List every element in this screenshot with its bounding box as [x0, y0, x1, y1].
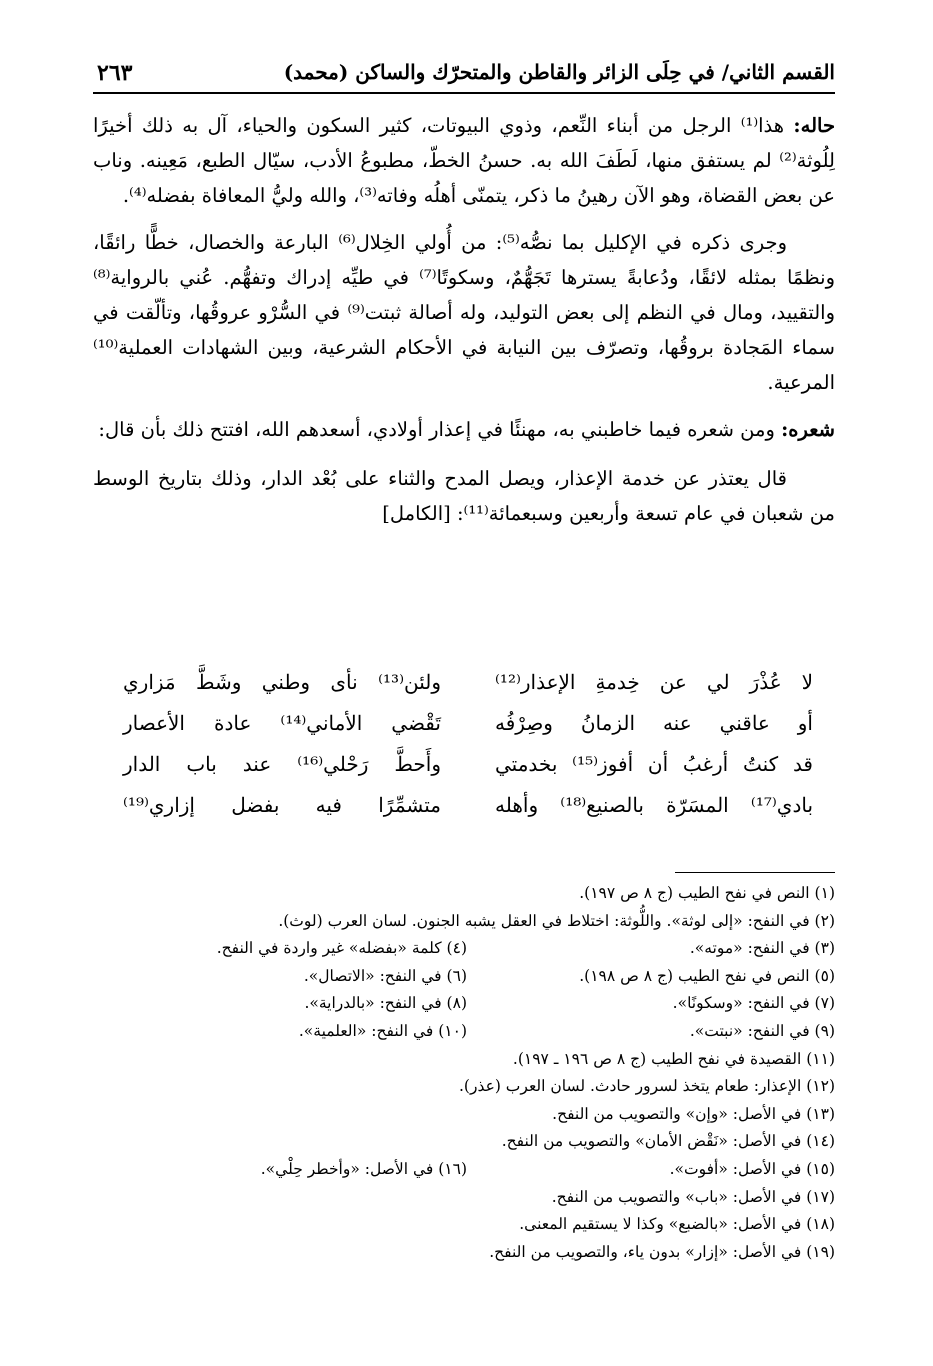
footnote [513, 1046, 835, 1074]
label-status: حاله: [793, 114, 836, 137]
footnote [670, 1156, 835, 1184]
verse-first-hemistich: قد كنتُ أرغبُ أن أفوز⁽¹⁵⁾ بخدمتي [495, 752, 813, 776]
footnote-text: في الأصل: «باب» والتصويب من النفح. [551, 1187, 802, 1206]
footnote-text: في الأصل: «نَقْض الأمان» والتصويب من النفح. [501, 1132, 802, 1151]
footnote [519, 1211, 835, 1239]
footnote-text: في النفح: «الاتصال». [303, 966, 442, 985]
footnote-number: (١) [814, 884, 835, 902]
paragraph-iklil: وجرى ذكره في الإكليل بما نصُّه⁽⁵⁾: من أُولي الخِلال⁽⁶⁾ البارعة والخصال، خطًّا رائقًا، ونظمًا بمثله لائقًا، ودُعابةً يسترها تَجَهُّمٌ، وسكوتًا⁽⁷⁾ في طيِّه إدراك وتفهُّم. عُني بالرواية⁽⁸⁾ والتقييد، ومال في النظم إلى بعض التوليد، وله أصالة ثبتت⁽⁹⁾ في السُّرْو عروقُها، وتألّقت في سماء المَجادة بروقُها، وتصرّف بين النيابة في الأحكام الشرعية، وبين الشهادات العملية⁽¹⁰⁾ المرعية. [93, 231, 836, 394]
footnote-number: (٤) [446, 939, 467, 958]
verse-first-hemistich: أو عاقني عنه الزمانُ وصِرْفُه [495, 711, 813, 735]
footnote-number: (١٤) [806, 1132, 835, 1151]
footnote-number: (٨) [446, 994, 467, 1013]
page-number: ٢٦٣ [97, 60, 133, 86]
footnote-text: في النفح: «موته». [689, 939, 810, 958]
footnote-number: (٩) [814, 1021, 835, 1040]
footnote [299, 1018, 467, 1046]
footnote [579, 880, 835, 908]
footnote [304, 963, 467, 991]
verse-second-hemistich: متشمِّرًا فيه بفضل إزاري⁽¹⁹⁾ [123, 793, 441, 817]
footnote [217, 935, 467, 963]
footnote-row [93, 1073, 835, 1101]
main-text [93, 108, 835, 543]
poem-verse [123, 703, 813, 744]
footnote-row [93, 1184, 835, 1212]
footnote-text: في النفح: «إلى لوثة». واللُّوثة: اختلاط في العقل يشبه الجنون. لسان العرب (لوث). [278, 911, 810, 930]
label-poetry: شعره: [781, 418, 835, 441]
footnote-number: (١٢) [806, 1077, 835, 1096]
footnote-row [93, 880, 835, 908]
footnote [552, 1184, 835, 1212]
footnote-text: في الأصل: «بالضبع» وكذا لا يستقيم المعنى. [519, 1215, 802, 1234]
verse-second-hemistich: تَقْضي الأماني⁽¹⁴⁾ عادة الأعصار [123, 711, 441, 735]
footnote-text: النص في نفح الطيب (ج ٨ ص ١٩٧). [579, 884, 810, 902]
footnote-text: في الأصل: «إزار» بدون ياء، والتصويب من النفح. [489, 1242, 802, 1261]
footnote-text: في الأصل: «وأخطر حِلْي». [260, 1159, 434, 1178]
footnote-text: في الأصل: «أفوت». [669, 1159, 802, 1178]
footnote-text: الإعذار: طعام يتخذ لسرور حادث. لسان العرب (عذر). [458, 1077, 802, 1096]
footnote-number: (٧) [814, 994, 835, 1013]
footnote-number: (٢) [814, 911, 835, 930]
footnote-text: في الأصل: «وإن» والتصويب من النفح. [552, 1104, 802, 1123]
footnote [261, 1156, 467, 1184]
footnote [579, 963, 835, 991]
verse-first-hemistich: لا عُذْرَ لي عن خِدمةِ الإعذار⁽¹²⁾ [495, 670, 813, 694]
footnote [690, 1018, 835, 1046]
footnote [690, 935, 835, 963]
footnote-text: النص في نفح الطيب (ج ٨ ص ١٩٨). [579, 966, 810, 985]
footnote-text: في النفح: «بالدراية». [304, 994, 442, 1013]
running-title: القسم الثاني/ في حِلَى الزائر والقاطن والمتحرّك والساكن (محمد) [283, 60, 835, 84]
footnote [304, 990, 467, 1018]
footnote-number: (٥) [814, 966, 835, 985]
paragraph-status [93, 108, 835, 213]
footnote [673, 990, 835, 1018]
poem-verse [123, 785, 813, 826]
footnotes [93, 880, 835, 1266]
footnote-number: (١٩) [806, 1242, 835, 1261]
footnote [489, 1239, 835, 1267]
poetry-intro-text: ومن شعره فيما خاطبني به، مهنئًا في إعذار أولادي، أسعدهم الله، افتتح ذلك بأن قال: [98, 418, 775, 441]
footnote-number: (١٨) [806, 1215, 835, 1234]
footnote-number: (١٧) [806, 1187, 835, 1206]
footnote-row [93, 990, 835, 1018]
footnote-number: (١٣) [806, 1104, 835, 1123]
footnote [459, 1073, 835, 1101]
footnote-text: في النفح: «نبتت». [689, 1021, 810, 1040]
footnote-text: القصيدة في نفح الطيب (ج ٨ ص ١٩٦ ـ ١٩٧). [512, 1049, 802, 1068]
page-header [93, 58, 835, 94]
footnote [502, 1128, 835, 1156]
footnote-row [93, 1046, 835, 1074]
footnote [278, 908, 835, 936]
verse-second-hemistich: ولئن⁽¹³⁾ نأى وطني وشَطَّ مَزاري [123, 670, 441, 694]
footnote-text: في النفح: «وسكونًا». [672, 994, 810, 1013]
footnote-number: (١٦) [438, 1159, 467, 1178]
footnote-row [93, 908, 835, 936]
verse-first-hemistich: بادي⁽¹⁷⁾ المسَرّة بالصنيع⁽¹⁸⁾ وأهله [495, 793, 814, 817]
footnote-number: (٦) [446, 966, 467, 985]
poem [123, 662, 813, 826]
footnote-row [93, 935, 835, 963]
status-text: هذا⁽¹⁾ الرجل من أبناء النِّعم، وذوي البيوتات، كثير السكون والحياء، آل به ذلك أخيرًا لِلُوثة⁽²⁾ لم يستفق منها، لَطَفَ الله به. حسنُ الخطّ، مطبوعُ الأدب، سيّال الطبع، مَعِينه. وناب عن بعض القضاة، وهو الآن رهينُ ما ذكر، يتمنّى أهلُه وفاته⁽³⁾، والله وليُّ المعافاة بفضله⁽⁴⁾. [93, 114, 835, 207]
footnote-number: (١٠) [438, 1021, 467, 1040]
footnote-text: كلمة «بفضله» غير واردة في النفح. [216, 939, 442, 958]
footnote-number: (١٥) [806, 1159, 835, 1178]
footnote-text: في النفح: «العلمية». [298, 1021, 434, 1040]
poem-verse [123, 662, 813, 703]
footnote-row [93, 1239, 835, 1267]
footnote-number: (٣) [814, 939, 835, 958]
footnote-row [93, 1211, 835, 1239]
paragraph-poetry [93, 412, 835, 447]
verse-second-hemistich: وأَحطَّ رَحْلي⁽¹⁶⁾ عند باب الدار [123, 752, 441, 776]
footnote-row [93, 1156, 835, 1184]
footnote-row [93, 1018, 835, 1046]
footnote-row [93, 963, 835, 991]
footnote-row [93, 1101, 835, 1129]
footnote-row [93, 1128, 835, 1156]
footnote-separator [675, 872, 835, 873]
poem-verse [123, 744, 813, 785]
footnote-number: (١١) [806, 1049, 835, 1068]
footnote [552, 1101, 835, 1129]
paragraph-poem-intro: قال يعتذر عن خدمة الإعذار، ويصل المدح والثناء على بُعْد الدار، وذلك بتاريخ الوسط من شعبان في عام تسعة وأربعين وسبعمائة⁽¹¹⁾: [الكامل] [93, 467, 835, 525]
